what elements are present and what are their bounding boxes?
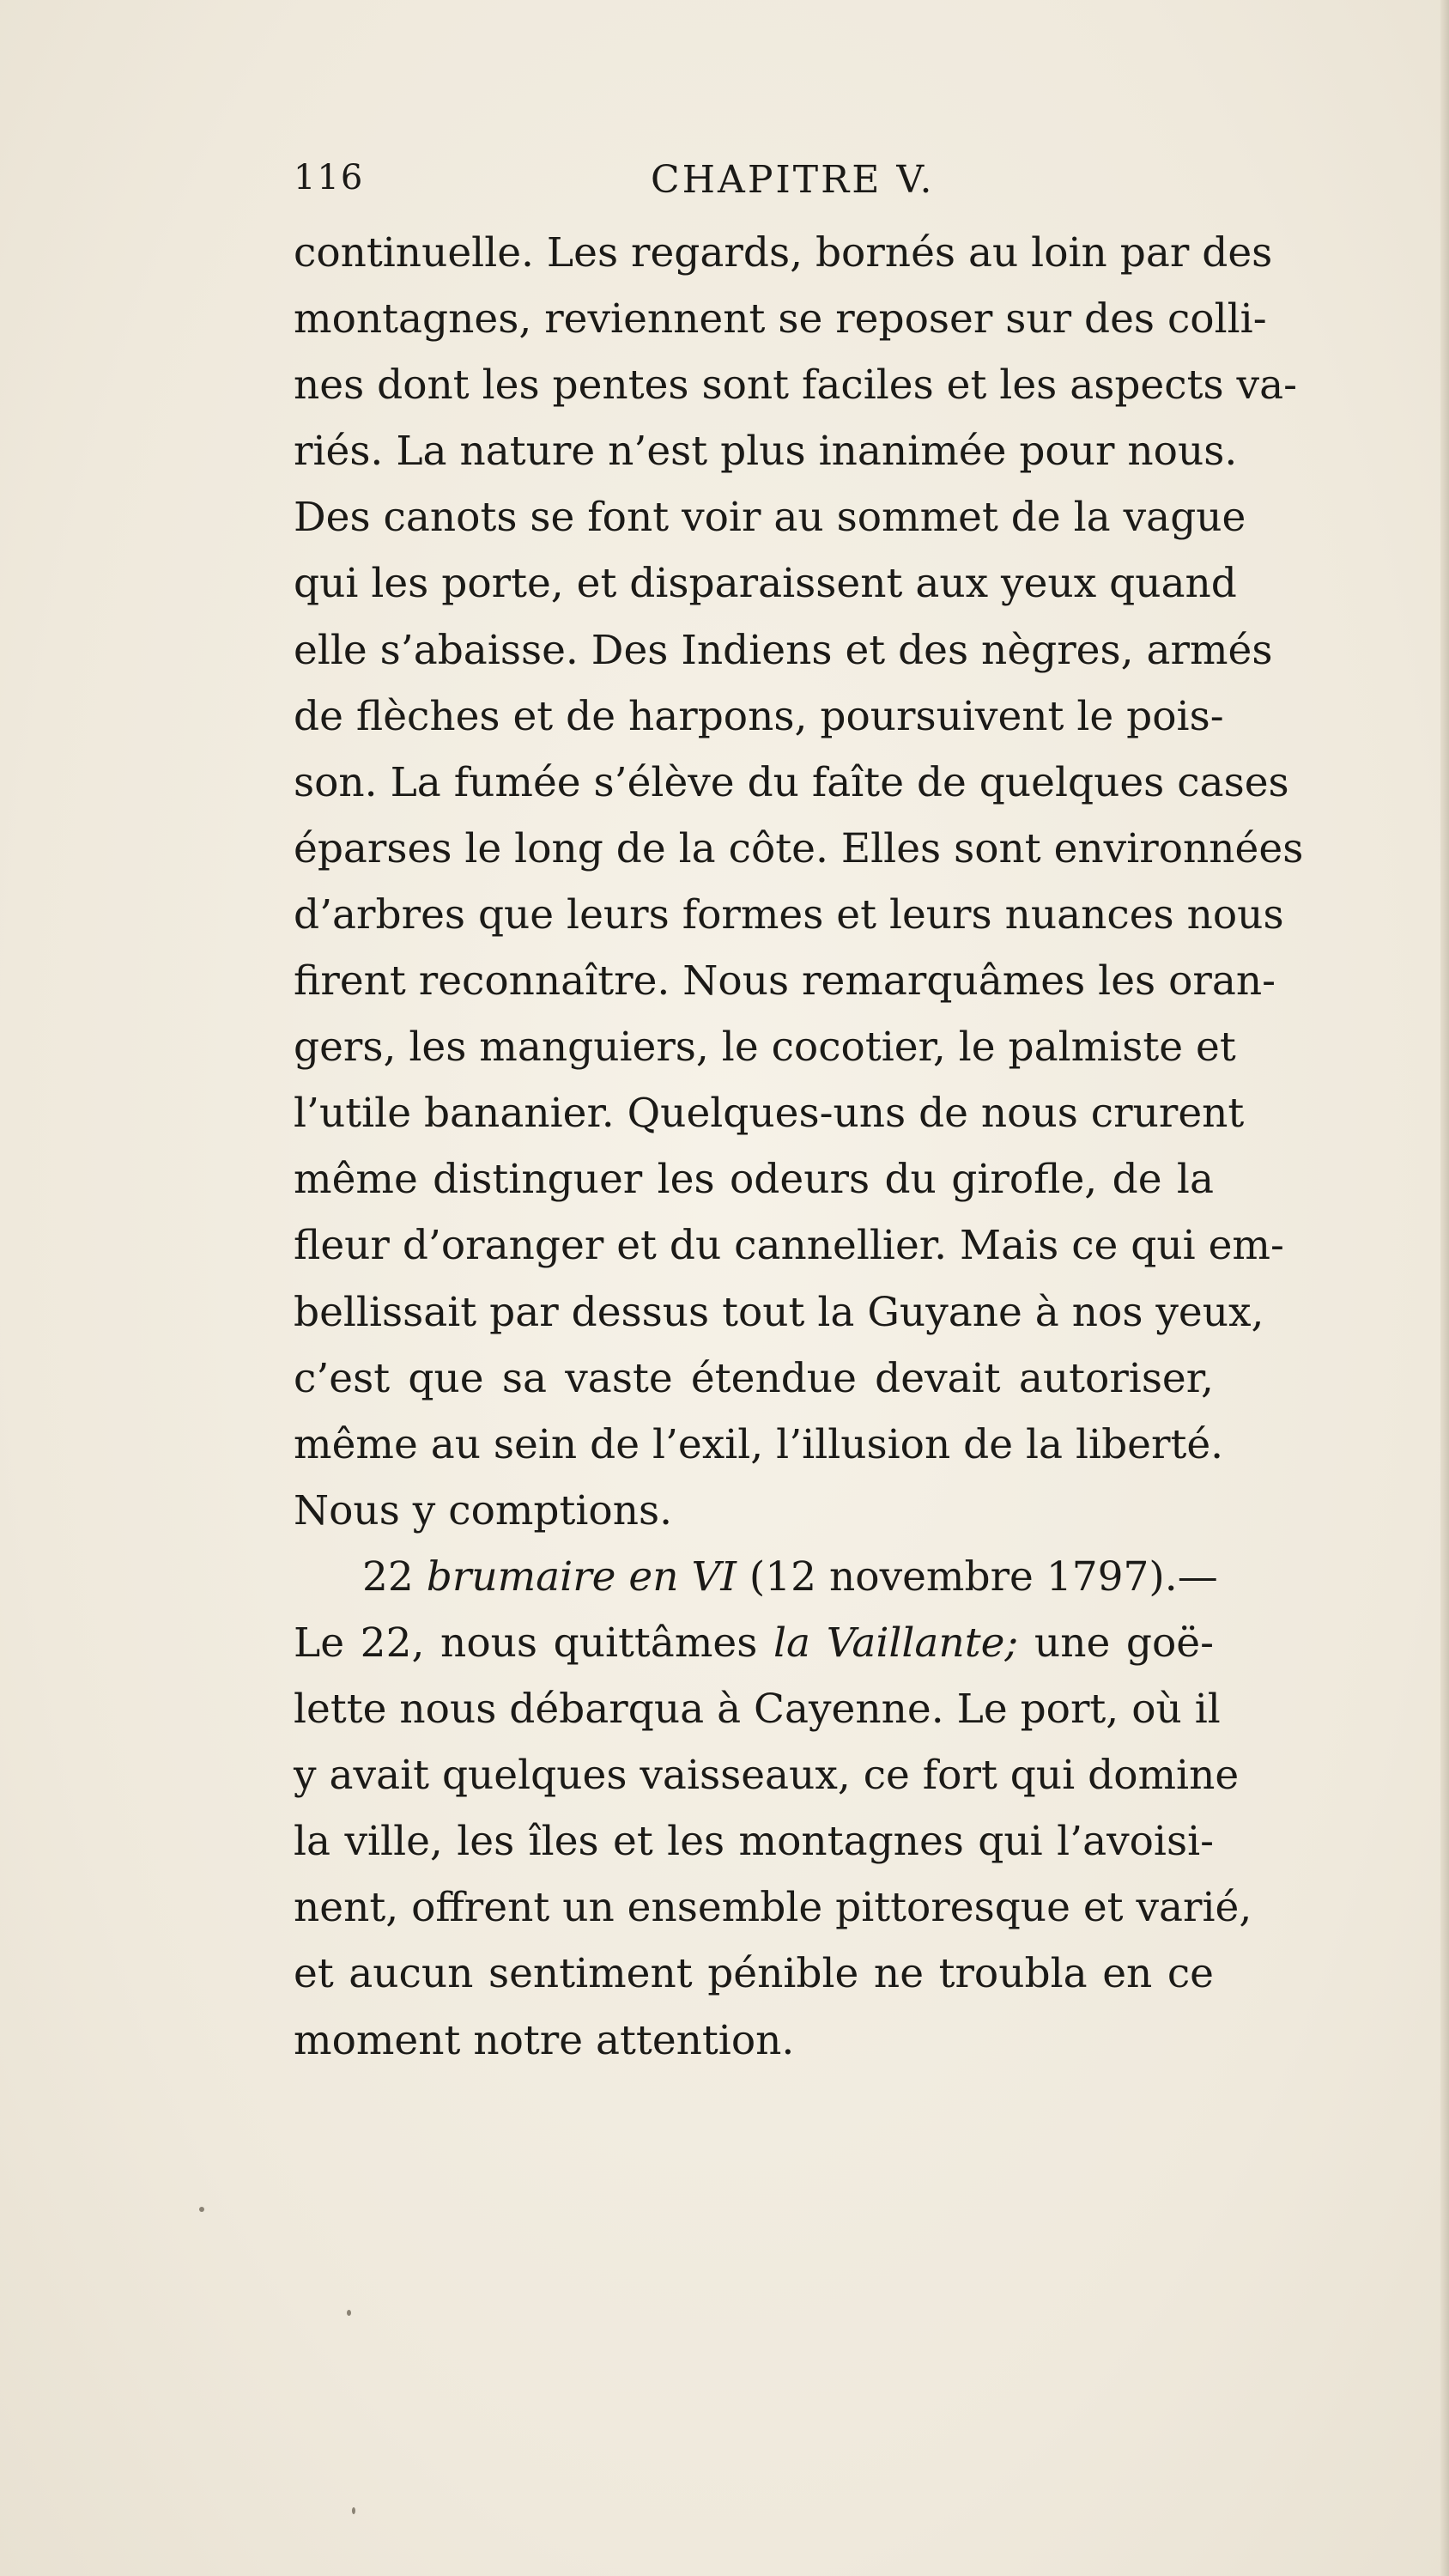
text-line: gers, les manguiers, le cocotier, le palmiste et xyxy=(294,1024,1236,1072)
running-head: CHAPITRE V. xyxy=(651,158,935,202)
text-line: lette nous débarqua à Cayenne. Le port, où il xyxy=(294,1686,1221,1734)
text-line: d’arbres que leurs formes et leurs nuances nous xyxy=(294,890,1284,939)
text-line: l’utile bananier. Quelques-uns de nous crurent xyxy=(294,1090,1245,1138)
text-line: elle s’abaisse. Des Indiens et des nègres, armés xyxy=(294,626,1273,674)
text-line: qui les porte, et disparaissent aux yeux quand xyxy=(294,560,1237,608)
text-fragment: Le 22, nous quittâmes xyxy=(294,1619,758,1667)
page-edge xyxy=(1440,0,1449,2576)
paragraph-2 xyxy=(294,1544,1252,2074)
paper-speck xyxy=(347,2310,351,2316)
text-line: et aucun sentiment pénible ne troubla en ce xyxy=(294,1950,1214,1998)
text-line: de flèches et de harpons, poursuivent le pois- xyxy=(294,692,1224,740)
text-line: son. La fumée s’élève du faîte de quelques cases xyxy=(294,758,1289,806)
text-line: même distinguer les odeurs du girofle, de la xyxy=(294,1156,1214,1204)
paper-speck xyxy=(199,2207,204,2212)
text-line: y avait quelques vaisseaux, ce fort qui domine xyxy=(294,1752,1240,1800)
text-line: montagnes, reviennent se reposer sur des colli- xyxy=(294,295,1267,343)
text-line: continuelle. Les regards, bornés au loin par des xyxy=(294,229,1273,276)
body-text xyxy=(294,220,1304,2074)
text-line: Nous y comptions. xyxy=(294,1486,673,1534)
text-line: Des canots se font voir au sommet de la vague xyxy=(294,494,1246,542)
text-line: nes dont les pentes sont faciles et les aspects va- xyxy=(294,361,1297,410)
date-line xyxy=(294,1544,1218,1610)
revolutionary-date: brumaire en VI xyxy=(426,1552,737,1601)
text-line: éparses le long de la côte. Elles sont environnées xyxy=(294,824,1304,872)
page-header xyxy=(294,158,1178,210)
text-line: c’est que sa vaste étendue devait autoriser, xyxy=(294,1354,1214,1402)
ship-name: la Vaillante; xyxy=(773,1619,1019,1667)
text-line: bellissait par dessus tout la Guyane à nos yeux, xyxy=(294,1288,1264,1336)
day-number: 22 xyxy=(362,1552,414,1601)
text-line xyxy=(294,1610,1214,1676)
text-line: riés. La nature n’est plus inanimée pour nous. xyxy=(294,428,1238,476)
text-line: la ville, les îles et les montagnes qui l’avoisi- xyxy=(294,1818,1214,1866)
paper-speck xyxy=(352,2507,355,2514)
text-fragment: une goë- xyxy=(1034,1619,1214,1667)
text-line: même au sein de l’exil, l’illusion de la liberté. xyxy=(294,1420,1224,1468)
text-line: firent reconnaître. Nous remarquâmes les oran- xyxy=(294,957,1276,1005)
text-line: moment notre attention. xyxy=(294,2016,795,2064)
text-line: nent, offrent un ensemble pittoresque et varié, xyxy=(294,1884,1252,1932)
text-line: fleur d’oranger et du cannellier. Mais ce qui em- xyxy=(294,1222,1284,1270)
paragraph-1 xyxy=(294,220,1304,1544)
page-number: 116 xyxy=(294,158,365,197)
gregorian-date: (12 novembre 1797).— xyxy=(749,1552,1218,1601)
